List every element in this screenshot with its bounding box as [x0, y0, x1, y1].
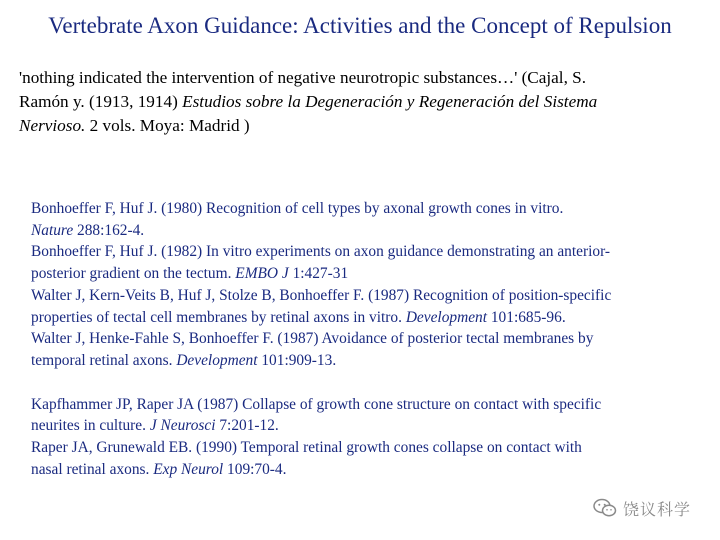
- reference-line: [31, 459, 719, 481]
- journal-citation: 109:70-4.: [223, 460, 287, 478]
- reference-line: Raper JA, Grunewald EB. (1990) Temporal retinal growth cones collapse on contact with: [31, 439, 582, 457]
- reference-item: [31, 198, 719, 241]
- reference-item: [31, 394, 719, 437]
- journal-citation: 101:685-96.: [487, 308, 566, 326]
- reference-line: [31, 263, 719, 285]
- cajal-quote: [19, 66, 719, 138]
- journal-name: EMBO J: [235, 265, 289, 283]
- reference-item: [31, 328, 719, 371]
- reference-line: Bonhoeffer F, Huf J. (1982) In vitro experiments on axon guidance demonstrating an anterior-: [31, 243, 611, 261]
- reference-line: [31, 307, 719, 329]
- reference-group-divider: [31, 372, 719, 394]
- reference-text: properties of tectal cell membranes by retinal axons in vitro.: [31, 308, 406, 326]
- quote-publisher: 2 vols. Moya: Madrid ): [85, 116, 250, 135]
- wechat-icon: [593, 498, 617, 518]
- journal-name: Development: [176, 351, 258, 369]
- journal-name: Nature: [31, 221, 74, 239]
- reference-text: nasal retinal axons.: [31, 460, 154, 478]
- quote-line-3: [19, 114, 719, 138]
- reference-item: [31, 285, 719, 328]
- reference-text: neurites in culture.: [31, 417, 150, 435]
- reference-line: Walter J, Henke-Fahle S, Bonhoeffer F. (1987) Avoidance of posterior tectal membranes by: [31, 330, 594, 348]
- quote-citation: Ramón y. (1913, 1914): [19, 92, 183, 111]
- journal-name: J Neurosci: [149, 417, 216, 435]
- watermark-text: 饶议科学: [623, 499, 692, 519]
- slide-title: Vertebrate Axon Guidance: Activities and the Concept of Repulsion: [48, 13, 672, 38]
- reference-line: [31, 220, 719, 242]
- reference-line: [31, 350, 719, 372]
- journal-citation: 288:162-4.: [73, 221, 145, 239]
- reference-line: Kapfhammer JP, Raper JA (1987) Collapse of growth cone structure on contact with specific: [31, 395, 602, 413]
- journal-citation: 101:909-13.: [257, 351, 337, 369]
- watermark: [593, 496, 691, 520]
- quote-book-title: Estudios sobre la Degeneración y Regeneración del Sistema: [182, 92, 598, 111]
- reference-line: Walter J, Kern-Veits B, Huf J, Stolze B, Bonhoeffer F. (1987) Recognition of position-specific: [31, 286, 612, 304]
- reference-text: posterior gradient on the tectum.: [31, 265, 236, 283]
- reference-text: temporal retinal axons.: [31, 351, 177, 369]
- journal-citation: 1:427-31: [288, 265, 349, 283]
- journal-name: Development: [405, 308, 488, 326]
- journal-citation: 7:201-12.: [215, 417, 279, 435]
- reference-line: [31, 415, 719, 437]
- reference-item: [31, 241, 719, 284]
- journal-name: Exp Neurol: [153, 460, 224, 478]
- quote-line-2: [19, 90, 719, 114]
- reference-line: Bonhoeffer F, Huf J. (1980) Recognition of cell types by axonal growth cones in vitro.: [31, 200, 564, 217]
- quote-book-title-end: Nervioso.: [19, 116, 86, 135]
- reference-item: [31, 437, 719, 480]
- quote-line-1: [19, 66, 719, 90]
- quote-text: 'nothing indicated the intervention of negative neurotropic substances…' (Cajal, S.: [19, 68, 587, 87]
- reference-list: [31, 198, 719, 480]
